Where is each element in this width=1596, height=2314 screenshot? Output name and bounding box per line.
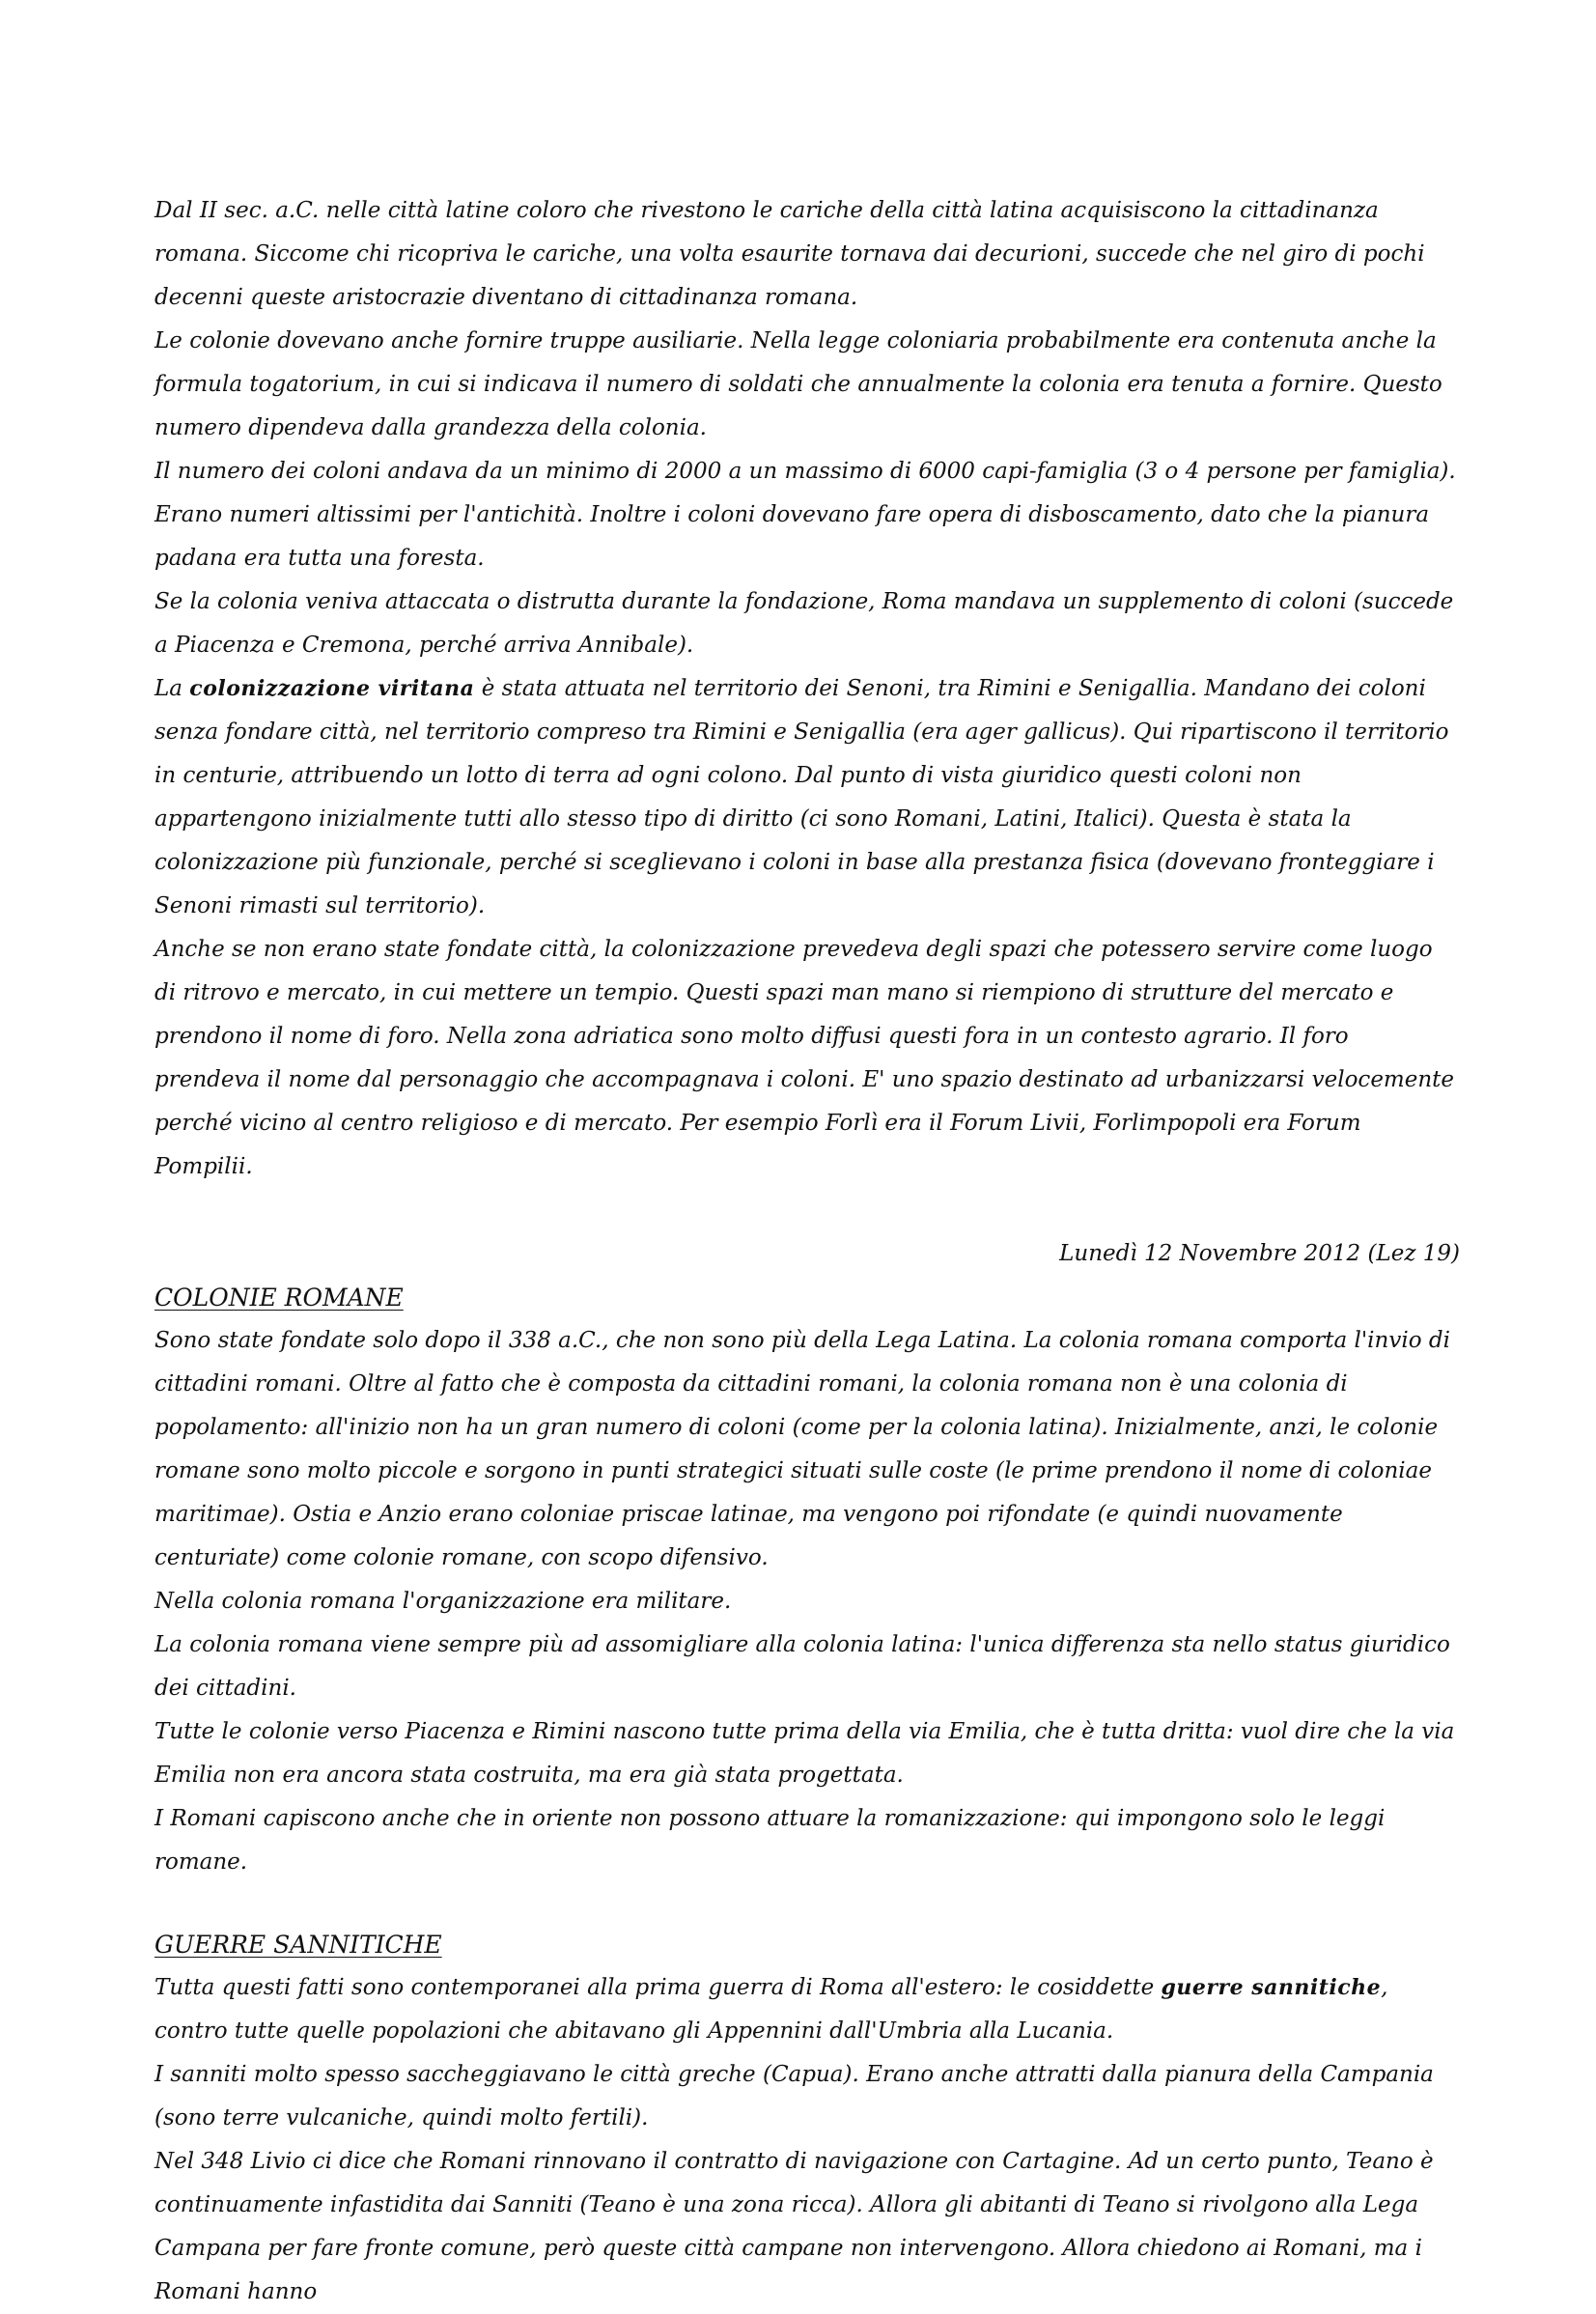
document-page	[154, 189, 1460, 2314]
viritana-prefix: La	[154, 676, 190, 701]
paragraph-organizzazione-militare: Nella colonia romana l'organizzazione era militare.	[154, 1589, 732, 1614]
viritana-term: colonizzazione viritana	[189, 676, 475, 701]
paragraph-supplemento-coloni: Se la colonia veniva attaccata o distrutta durante la fondazione, Roma mandava un supplemento di coloni (succede a Piacenza e Cremona, perché arriva Annibale).	[154, 589, 1454, 658]
paragraph-status-giuridico: La colonia romana viene sempre più ad assomigliare alla colonia latina: l'unica differenza sta nello status giuridico dei cittadini.	[154, 1632, 1450, 1701]
paragraph-teano: Nel 348 Livio ci dice che Romani rinnovano il contratto di navigazione con Cartagine. Ad un certo punto, Teano è continuamente infastidita dai Sanniti (Teano è una zona ricca). Allora gli abitanti di Teano si rivolgono alla Lega Campana per fare fronte comune, però queste città campane non intervengono. Allora chiedono ai Romani, ma i Romani hanno	[154, 2149, 1434, 2304]
paragraph-cittadinanza: Dal II sec. a.C. nelle città latine coloro che rivestono le cariche della città latina acquisiscono la cittadinanza romana. Siccome chi ricopriva le cariche, una volta esaurite tornava dai decurioni, succede che nel giro di pochi decenni queste aristocrazie diventano di cittadinanza romana.	[154, 198, 1425, 310]
viritana-text: è stata attuata nel territorio dei Senoni, tra Rimini e Senigallia. Mandano dei coloni senza fondare città, nel territorio compreso tra Rimini e Senigallia (era ager gallicus). Qui ripartiscono il territorio in centurie, attribuendo un lotto di terra ad ogni colono. Dal punto di vista giuridico questi coloni non appartengono inizialmente tutti allo stesso tipo di diritto (ci sono Romani, Latini, Italici). Questa è stata la colonizzazione più funzionale, perché si sceglievano i coloni in base alla prestanza fisica (dovevano fronteggiare i Senoni rimasti sul territorio).	[154, 676, 1449, 918]
paragraph-guerre-sannitiche-intro	[154, 1966, 1460, 2053]
paragraph-fora: Anche se non erano state fondate città, la colonizzazione prevedeva degli spazi che potessero servire come luogo di ritrovo e mercato, in cui mettere un tempio. Questi spazi man mano si riempiono di strutture del mercato e prendono il nome di foro. Nella zona adriatica sono molto diffusi questi fora in un contesto agrario. Il foro prendeva il nome dal personaggio che accompagnava i coloni. E' uno spazio destinato ad urbanizzarsi velocemente perché vicino al centro religioso e di mercato. Per esempio Forlì era il Forum Livii, Forlimpopoli era Forum Pompilii.	[154, 937, 1455, 1179]
lecture-date: Lunedì 12 Novembre 2012 (Lez 19)	[1059, 1241, 1460, 1266]
paragraph-sanniti-saccheggi: I sanniti molto spesso saccheggiavano le città greche (Capua). Erano anche attratti dalla pianura della Campania (sono terre vulcaniche, quindi molto fertili).	[154, 2062, 1434, 2131]
spacer	[154, 1189, 1460, 1232]
sannitiche-term: guerre sannitiche	[1161, 1975, 1382, 2000]
spacer	[154, 1884, 1460, 1923]
paragraph-colonizzazione-viritana	[154, 667, 1460, 928]
paragraph-colonie-romane-intro: Sono state fondate solo dopo il 338 a.C., che non sono più della Lega Latina. La colonia romana comporta l'invio di cittadini romani. Oltre al fatto che è composta da cittadini romani, la colonia romana non è una colonia di popolamento: all'inizio non ha un gran numero di coloni (come per la colonia latina). Inizialmente, anzi, le colonie romane sono molto piccole e sorgono in punti strategici situati sulle coste (le prime prendono il nome di coloniae maritimae). Ostia e Anzio erano coloniae priscae latinae, ma vengono poi rifondate (e quindi nuovamente centuriate) come colonie romane, con scopo difensivo.	[154, 1328, 1450, 1570]
sannitiche-prefix: Tutta questi fatti sono contemporanei alla prima guerra di Roma all'estero: le cosiddette	[154, 1975, 1162, 2000]
sannitiche-text: , contro tutte quelle popolazioni che abitavano gli Appennini dall'Umbria alla Lucania.	[154, 1975, 1388, 2044]
heading-colonie-romane: COLONIE ROMANE	[154, 1284, 404, 1312]
heading-guerre-sannitiche: GUERRE SANNITICHE	[154, 1931, 442, 1959]
paragraph-truppe-ausiliarie: Le colonie dovevano anche fornire truppe ausiliarie. Nella legge coloniaria probabilmente era contenuta anche la formula togatorium, in cui si indicava il numero di soldati che annualmente la colonia era tenuta a fornire. Questo numero dipendeva dalla grandezza della colonia.	[154, 328, 1442, 440]
paragraph-oriente: I Romani capiscono anche che in oriente non possono attuare la romanizzazione: qui impongono solo le leggi romane.	[154, 1806, 1386, 1875]
paragraph-via-emilia: Tutte le colonie verso Piacenza e Rimini nascono tutte prima della via Emilia, che è tutta dritta: vuol dire che la via Emilia non era ancora stata costruita, ma era già stata progettata.	[154, 1719, 1455, 1788]
paragraph-numero-coloni: Il numero dei coloni andava da un minimo di 2000 a un massimo di 6000 capi-famiglia (3 o 4 persone per famiglia). Erano numeri altissimi per l'antichità. Inoltre i coloni dovevano fare opera di disboscamento, dato che la pianura padana era tutta una foresta.	[154, 459, 1456, 571]
